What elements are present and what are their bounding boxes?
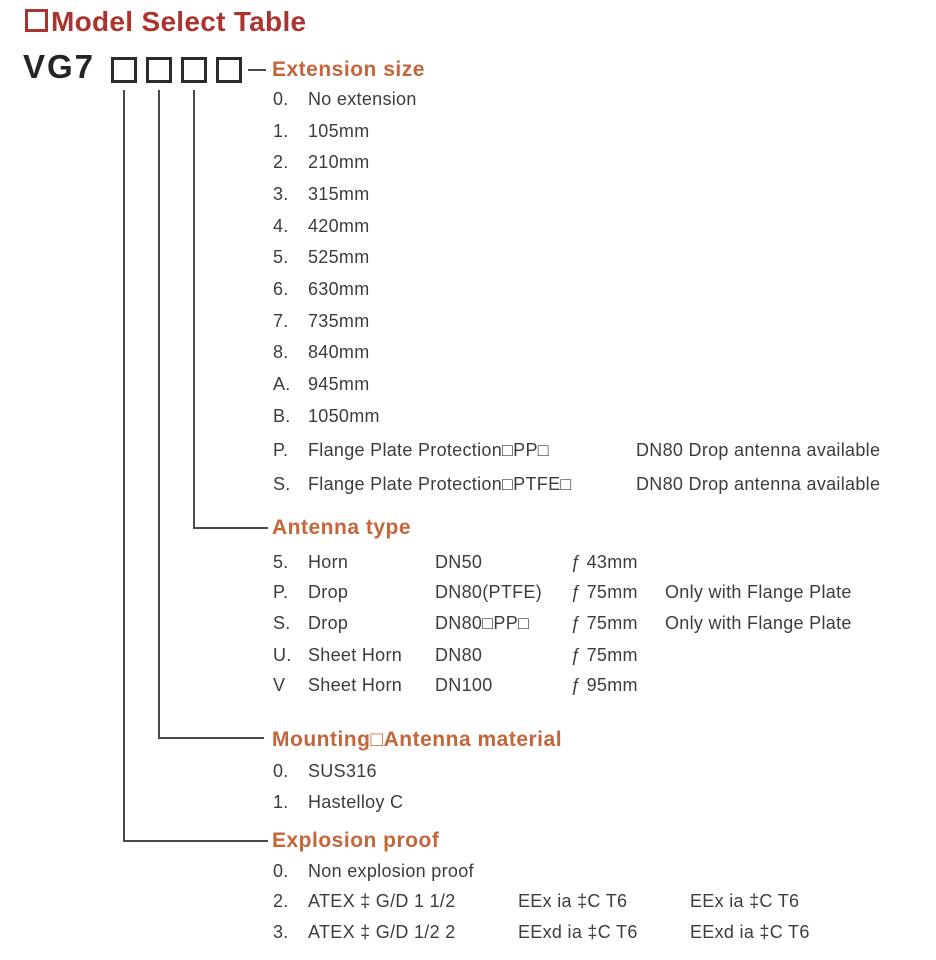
- item-label: 210mm: [308, 152, 370, 172]
- item-code: U.: [273, 645, 292, 665]
- item-code: 3.: [273, 922, 289, 942]
- antenna-item: [273, 613, 933, 634]
- item-dn-size: DN100: [435, 675, 493, 695]
- item-code: 1.: [273, 121, 289, 141]
- item-dn-size: DN80: [435, 645, 483, 665]
- item-code: S.: [273, 613, 291, 633]
- item-diameter: ƒ 75mm: [571, 645, 638, 665]
- item-label: 630mm: [308, 279, 370, 299]
- item-rating-2: EExd ia ‡C T6: [690, 922, 810, 942]
- item-label: No extension: [308, 89, 417, 109]
- item-label: Hastelloy C: [308, 792, 404, 812]
- item-label: SUS316: [308, 761, 377, 781]
- item-code: P.: [273, 440, 289, 460]
- section-heading-antenna-type: Antenna type: [272, 516, 412, 539]
- item-code: 2.: [273, 152, 289, 172]
- item-diameter: ƒ 75mm: [571, 613, 638, 633]
- item-code: 0.: [273, 89, 289, 109]
- section-marker-icon: [25, 9, 48, 32]
- extension-item: [273, 89, 933, 110]
- item-code: 2.: [273, 891, 289, 911]
- item-name: Sheet Horn: [308, 675, 403, 695]
- page-title: Model Select Table: [51, 6, 307, 37]
- extension-item: [273, 311, 933, 332]
- extension-item: [273, 342, 933, 363]
- model-digit-box-4: [216, 57, 242, 83]
- item-rating-2: EEx ia ‡C T6: [690, 891, 800, 911]
- item-label: ATEX ‡ G/D 1 1/2: [308, 891, 456, 911]
- item-label: Flange Plate Protection□PTFE□: [308, 474, 572, 494]
- connector-line-antenna-vertical: [193, 90, 195, 529]
- item-code: 7.: [273, 311, 289, 331]
- item-diameter: ƒ 75mm: [571, 582, 638, 602]
- extension-item: [273, 184, 933, 205]
- item-dn-size: DN50: [435, 552, 483, 572]
- item-note: DN80 Drop antenna available: [636, 440, 881, 460]
- item-code: 0.: [273, 761, 289, 781]
- item-name: Sheet Horn: [308, 645, 403, 665]
- section-heading-explosion-proof: Explosion proof: [272, 829, 440, 852]
- item-code: 0.: [273, 861, 289, 881]
- section-heading-extension-size: Extension size: [272, 58, 425, 81]
- item-label: Flange Plate Protection□PP□: [308, 440, 549, 460]
- connector-line-mounting-vertical: [158, 90, 160, 739]
- item-dn-size: DN80□PP□: [435, 613, 530, 633]
- item-code: 4.: [273, 216, 289, 236]
- connector-line-explosion-vertical: [123, 90, 125, 842]
- item-code: 5.: [273, 552, 289, 572]
- item-code: B.: [273, 406, 291, 426]
- item-code: 6.: [273, 279, 289, 299]
- explosion-item: [273, 922, 933, 943]
- antenna-item: [273, 675, 933, 696]
- item-code: 5.: [273, 247, 289, 267]
- item-code: 1.: [273, 792, 289, 812]
- item-code: P.: [273, 582, 289, 602]
- extension-item: [273, 279, 933, 300]
- item-code: V: [273, 675, 286, 695]
- antenna-item: [273, 645, 933, 666]
- extension-item: [273, 406, 933, 427]
- item-name: Horn: [308, 552, 349, 572]
- item-label: 315mm: [308, 184, 370, 204]
- model-digit-box-1: [111, 57, 137, 83]
- antenna-item: [273, 552, 933, 573]
- explosion-item: [273, 861, 933, 882]
- extension-item: [273, 474, 933, 495]
- mounting-item: [273, 792, 933, 813]
- model-prefix: VG7: [23, 48, 96, 85]
- item-note: DN80 Drop antenna available: [636, 474, 881, 494]
- connector-line-mounting-horizontal: [158, 737, 264, 739]
- item-name: Drop: [308, 582, 349, 602]
- item-note: Only with Flange Plate: [665, 582, 852, 602]
- antenna-item: [273, 582, 933, 603]
- extension-item: [273, 374, 933, 395]
- connector-line-explosion-horizontal: [123, 840, 268, 842]
- item-rating-1: EExd ia ‡C T6: [518, 922, 638, 942]
- item-label: 945mm: [308, 374, 370, 394]
- item-label: 1050mm: [308, 406, 380, 426]
- item-code: 8.: [273, 342, 289, 362]
- explosion-item: [273, 891, 933, 912]
- mounting-item: [273, 761, 933, 782]
- item-label: 420mm: [308, 216, 370, 236]
- section-heading-mounting-material: Mounting□Antenna material: [272, 728, 563, 751]
- extension-item: [273, 216, 933, 237]
- item-diameter: ƒ 43mm: [571, 552, 638, 572]
- item-code: 3.: [273, 184, 289, 204]
- item-dn-size: DN80(PTFE): [435, 582, 543, 602]
- model-digit-box-2: [146, 57, 172, 83]
- item-rating-1: EEx ia ‡C T6: [518, 891, 628, 911]
- model-digit-box-3: [181, 57, 207, 83]
- item-label: ATEX ‡ G/D 1/2 2: [308, 922, 456, 942]
- item-label: 840mm: [308, 342, 370, 362]
- item-note: Only with Flange Plate: [665, 613, 852, 633]
- item-label: 105mm: [308, 121, 370, 141]
- item-diameter: ƒ 95mm: [571, 675, 638, 695]
- extension-item: [273, 121, 933, 142]
- item-label: Non explosion proof: [308, 861, 474, 881]
- extension-item: [273, 247, 933, 268]
- item-code: A.: [273, 374, 291, 394]
- extension-item: [273, 440, 933, 461]
- extension-item: [273, 152, 933, 173]
- item-label: 735mm: [308, 311, 370, 331]
- connector-line-antenna-horizontal: [193, 527, 268, 529]
- connector-line-extension: [248, 69, 266, 71]
- item-code: S.: [273, 474, 291, 494]
- item-label: 525mm: [308, 247, 370, 267]
- item-name: Drop: [308, 613, 349, 633]
